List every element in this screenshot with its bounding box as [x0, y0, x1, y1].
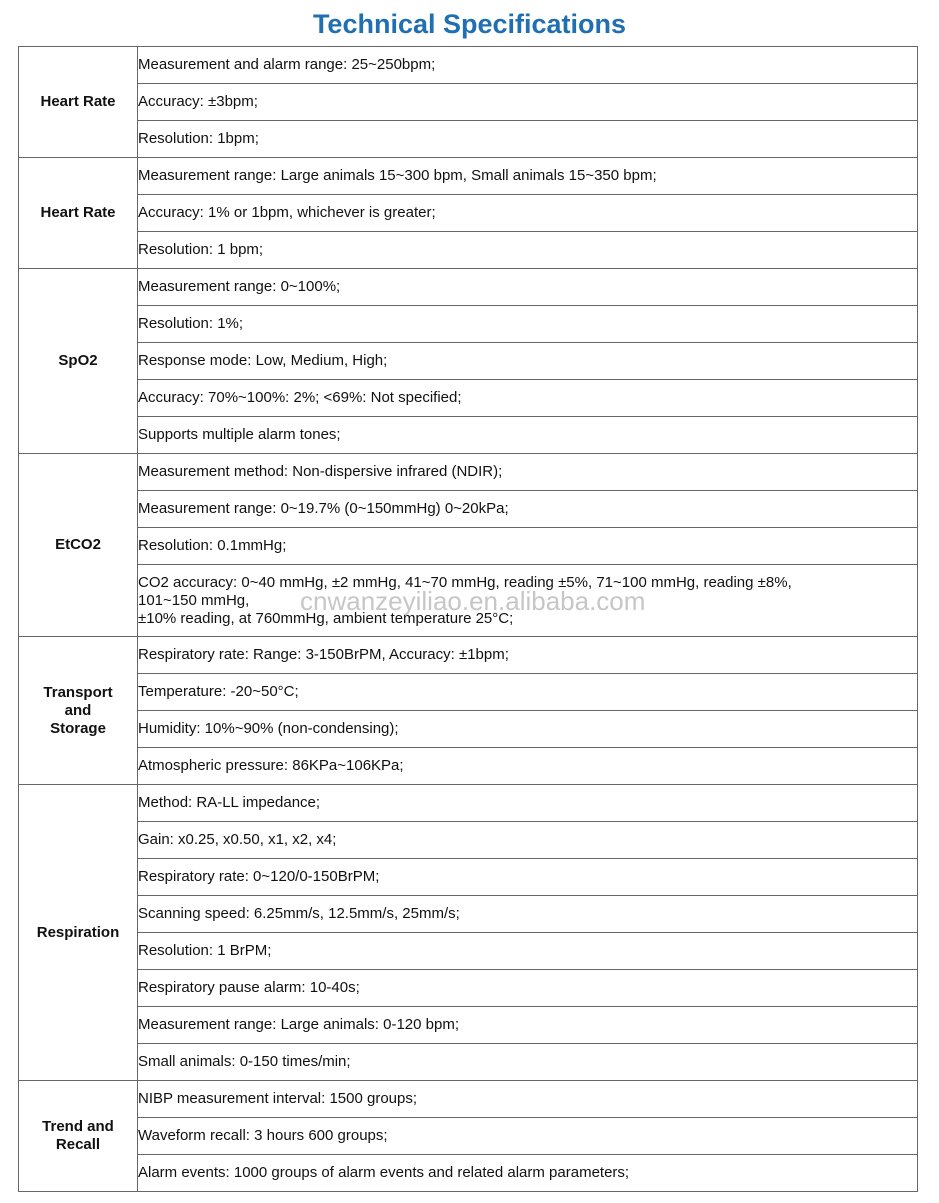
section-label-line: Storage — [50, 719, 106, 737]
spec-row — [19, 1007, 918, 1044]
spec-row — [19, 491, 918, 528]
spec-row — [19, 637, 918, 674]
spec-value — [138, 565, 918, 637]
section-label: Heart Rate — [19, 47, 138, 158]
spec-value: Gain: x0.25, x0.50, x1, x2, x4; — [138, 822, 918, 859]
spec-value-line: 101~150 mmHg, — [138, 591, 250, 609]
spec-value: Respiratory rate: 0~120/0-150BrPM; — [138, 859, 918, 896]
section-label-line: Trend and — [42, 1118, 114, 1135]
section-label — [19, 637, 138, 785]
page-title: Technical Specifications — [312, 9, 627, 39]
spec-row — [19, 1155, 918, 1192]
spec-value: Resolution: 1 bpm; — [138, 232, 918, 269]
spec-value: Measurement method: Non-dispersive infrared (NDIR); — [138, 454, 918, 491]
section-label-line: Transport — [43, 683, 113, 701]
spec-value: Accuracy: ±3bpm; — [138, 84, 918, 121]
spec-value: Resolution: 0.1mmHg; — [138, 528, 918, 565]
spec-value: Resolution: 1%; — [138, 306, 918, 343]
section-label: Heart Rate — [19, 158, 138, 269]
spec-row — [19, 454, 918, 491]
spec-row — [19, 380, 918, 417]
watermark: cnwanzeyiliao.en.alibaba.com — [300, 586, 646, 616]
spec-row — [19, 84, 918, 121]
spec-value: Scanning speed: 6.25mm/s, 12.5mm/s, 25mm/s; — [138, 896, 918, 933]
spec-value: Accuracy: 70%~100%: 2%; <69%: Not specified; — [138, 380, 918, 417]
spec-row — [19, 269, 918, 306]
spec-value: Response mode: Low, Medium, High; — [138, 343, 918, 380]
spec-row — [19, 1118, 918, 1155]
spec-table-body — [19, 47, 918, 1192]
spec-row — [19, 1081, 918, 1118]
spec-row — [19, 1044, 918, 1081]
spec-value: Measurement and alarm range: 25~250bpm; — [138, 47, 918, 84]
spec-row — [19, 47, 918, 84]
spec-row — [19, 343, 918, 380]
spec-row — [19, 565, 918, 637]
spec-value: Measurement range: Large animals 15~300 bpm, Small animals 15~350 bpm; — [138, 158, 918, 195]
spec-value: Accuracy: 1% or 1bpm, whichever is greater; — [138, 195, 918, 232]
spec-value: Measurement range: 0~100%; — [138, 269, 918, 306]
spec-row — [19, 306, 918, 343]
spec-row — [19, 711, 918, 748]
spec-value: Waveform recall: 3 hours 600 groups; — [138, 1118, 918, 1155]
spec-value: Alarm events: 1000 groups of alarm events and related alarm parameters; — [138, 1155, 918, 1192]
spec-row — [19, 896, 918, 933]
section-label-line: and — [64, 701, 92, 719]
spec-row — [19, 158, 918, 195]
spec-row — [19, 785, 918, 822]
spec-value: NIBP measurement interval: 1500 groups; — [138, 1081, 918, 1118]
spec-row — [19, 195, 918, 232]
spec-row — [19, 970, 918, 1007]
spec-row — [19, 417, 918, 454]
spec-row — [19, 859, 918, 896]
spec-row — [19, 822, 918, 859]
spec-value: Method: RA-LL impedance; — [138, 785, 918, 822]
spec-value-line: CO2 accuracy: 0~40 mmHg, ±2 mmHg, 41~70 mmHg, reading ±5%, 71~100 mmHg, reading ±8%, — [138, 573, 792, 591]
spec-value: Small animals: 0-150 times/min; — [138, 1044, 918, 1081]
spec-row — [19, 232, 918, 269]
spec-value: Atmospheric pressure: 86KPa~106KPa; — [138, 748, 918, 785]
spec-value: Respiratory rate: Range: 3-150BrPM, Accuracy: ±1bpm; — [138, 637, 918, 674]
spec-value: Measurement range: 0~19.7% (0~150mmHg) 0~20kPa; — [138, 491, 918, 528]
section-label-line: Recall — [55, 1136, 101, 1153]
spec-row — [19, 674, 918, 711]
spec-value: Humidity: 10%~90% (non-condensing); — [138, 711, 918, 748]
spec-value: Supports multiple alarm tones; — [138, 417, 918, 454]
spec-value: Resolution: 1 BrPM; — [138, 933, 918, 970]
spec-row — [19, 121, 918, 158]
spec-row — [19, 933, 918, 970]
spec-table — [18, 46, 918, 1192]
section-label: EtCO2 — [19, 454, 138, 637]
spec-row — [19, 528, 918, 565]
spec-value: Resolution: 1bpm; — [138, 121, 918, 158]
spec-value: Measurement range: Large animals: 0-120 bpm; — [138, 1007, 918, 1044]
spec-value-line: ±10% reading, at 760mmHg, ambient temperature 25°C; — [138, 609, 514, 627]
section-label — [19, 1081, 138, 1192]
spec-value: Temperature: -20~50°C; — [138, 674, 918, 711]
spec-row — [19, 748, 918, 785]
section-label: SpO2 — [19, 269, 138, 454]
spec-value: Respiratory pause alarm: 10-40s; — [138, 970, 918, 1007]
section-label: Respiration — [19, 785, 138, 1081]
